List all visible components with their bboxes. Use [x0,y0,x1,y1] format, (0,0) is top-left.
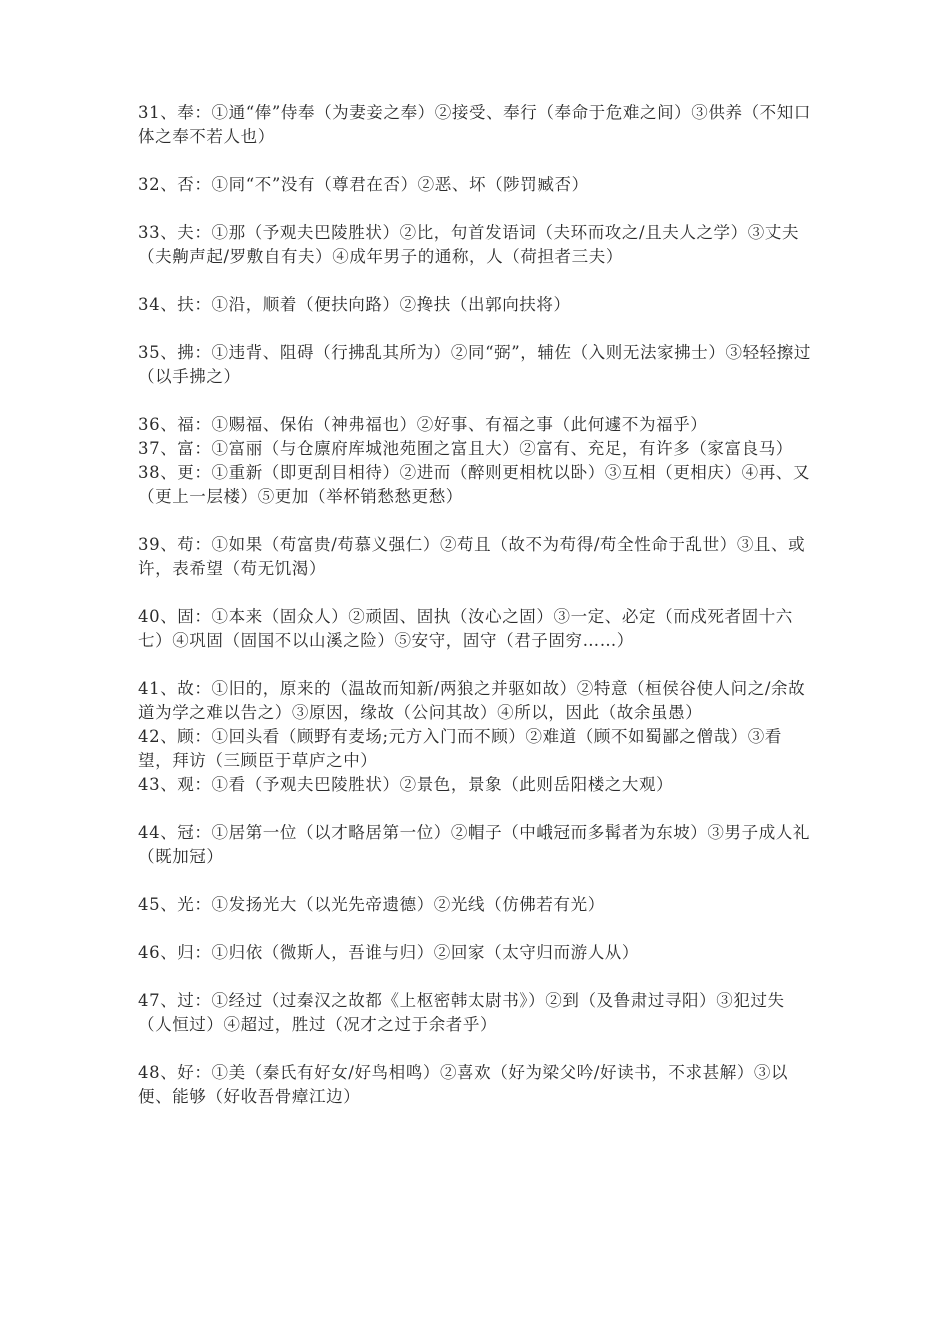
paragraph-gap [138,269,814,293]
paragraph-gap [138,965,814,989]
paragraph-gap [138,509,814,533]
paragraph-gap [138,653,814,677]
entry-39: 39、苟：①如果（苟富贵/苟慕义强仁）②苟且（故不为苟得/苟全性命于乱世）③且、或许，表希望（苟无饥渴） [138,535,806,578]
entry-47: 47、过：①经过（过秦汉之故都《上枢密韩太尉书》）②到（及鲁肃过寻阳）③犯过失（人恒过）④超过，胜过（况才之过于余者乎） [138,991,785,1034]
entry-40: 40、固：①本来（固众人）②顽固、固执（汝心之固）③一定、必定（而戍死者固十六七）④巩固（固国不以山溪之险）⑤安守，固守（君子固穷……） [138,607,793,650]
entry-31: 31、奉：①通“俸”侍奉（为妻妾之奉）②接受、奉行（奉命于危难之间）③供养（不知口体之奉不若人也） [138,103,811,146]
entry-32: 32、否：①同“不”没有（尊君在否）②恶、坏（陟罚臧否） [138,175,589,194]
paragraph-gap [138,797,814,821]
paragraph-gap [138,581,814,605]
entry-48: 48、好：①美（秦氏有好女/好鸟相鸣）②喜欢（好为梁父吟/好读书，不求甚解）③以便、能够（好收吾骨瘴江边） [138,1063,789,1106]
entry-41: 41、故：①旧的，原来的（温故而知新/两狼之并驱如故）②特意（桓侯谷使人问之/余故道为学之难以告之）③原因，缘故（公问其故）④所以，因此（故余虽愚） [138,679,806,722]
entry-34: 34、扶：①沿，顺着（便扶向路）②搀扶（出郭向扶将） [138,295,571,314]
paragraph-gap [138,917,814,941]
entry-37: 37、富：①富丽（与仓廪府库城池苑囿之富且大）②富有、充足，有许多（家富良马） [138,439,793,458]
entry-45: 45、光：①发扬光大（以光先帝遗德）②光线（仿佛若有光） [138,895,605,914]
entry-42: 42、顾：①回头看（顾野有麦场;元方入门而不顾）②难道（顾不如蜀鄙之僧哉）③看望，拜访（三顾臣于草庐之中） [138,727,782,770]
entry-33: 33、夫：①那（予观夫巴陵胜状）②比，句首发语词（夫环而攻之/且夫人之学）③丈夫（夫齁声起/罗敷自有夫）④成年男子的通称，人（荷担者三夫） [138,223,800,266]
paragraph-gap [138,1037,814,1061]
paragraph-gap [138,317,814,341]
paragraph-gap [138,389,814,413]
entry-36: 36、福：①赐福、保佑（神弗福也）②好事、有福之事（此何遽不为福乎） [138,415,708,434]
entry-38: 38、更：①重新（即更刮目相待）②进而（醉则更相枕以卧）③互相（更相庆）④再、又（更上一层楼）⑤更加（举杯销愁愁更愁） [138,463,810,506]
entry-46: 46、归：①归依（微斯人，吾谁与归）②回家（太守归而游人从） [138,943,639,962]
paragraph-gap [138,869,814,893]
paragraph-gap [138,197,814,221]
entry-43: 43、观：①看（予观夫巴陵胜状）②景色，景象（此则岳阳楼之大观） [138,775,674,794]
document-page [138,101,814,1109]
entry-35: 35、拂：①违背、阻碍（行拂乱其所为）②同“弼”，辅佐（入则无法家拂士）③轻轻擦过（以手拂之） [138,343,811,386]
entry-44: 44、冠：①居第一位（以才略居第一位）②帽子（中峨冠而多髯者为东坡）③男子成人礼（既加冠） [138,823,810,866]
paragraph-gap [138,149,814,173]
